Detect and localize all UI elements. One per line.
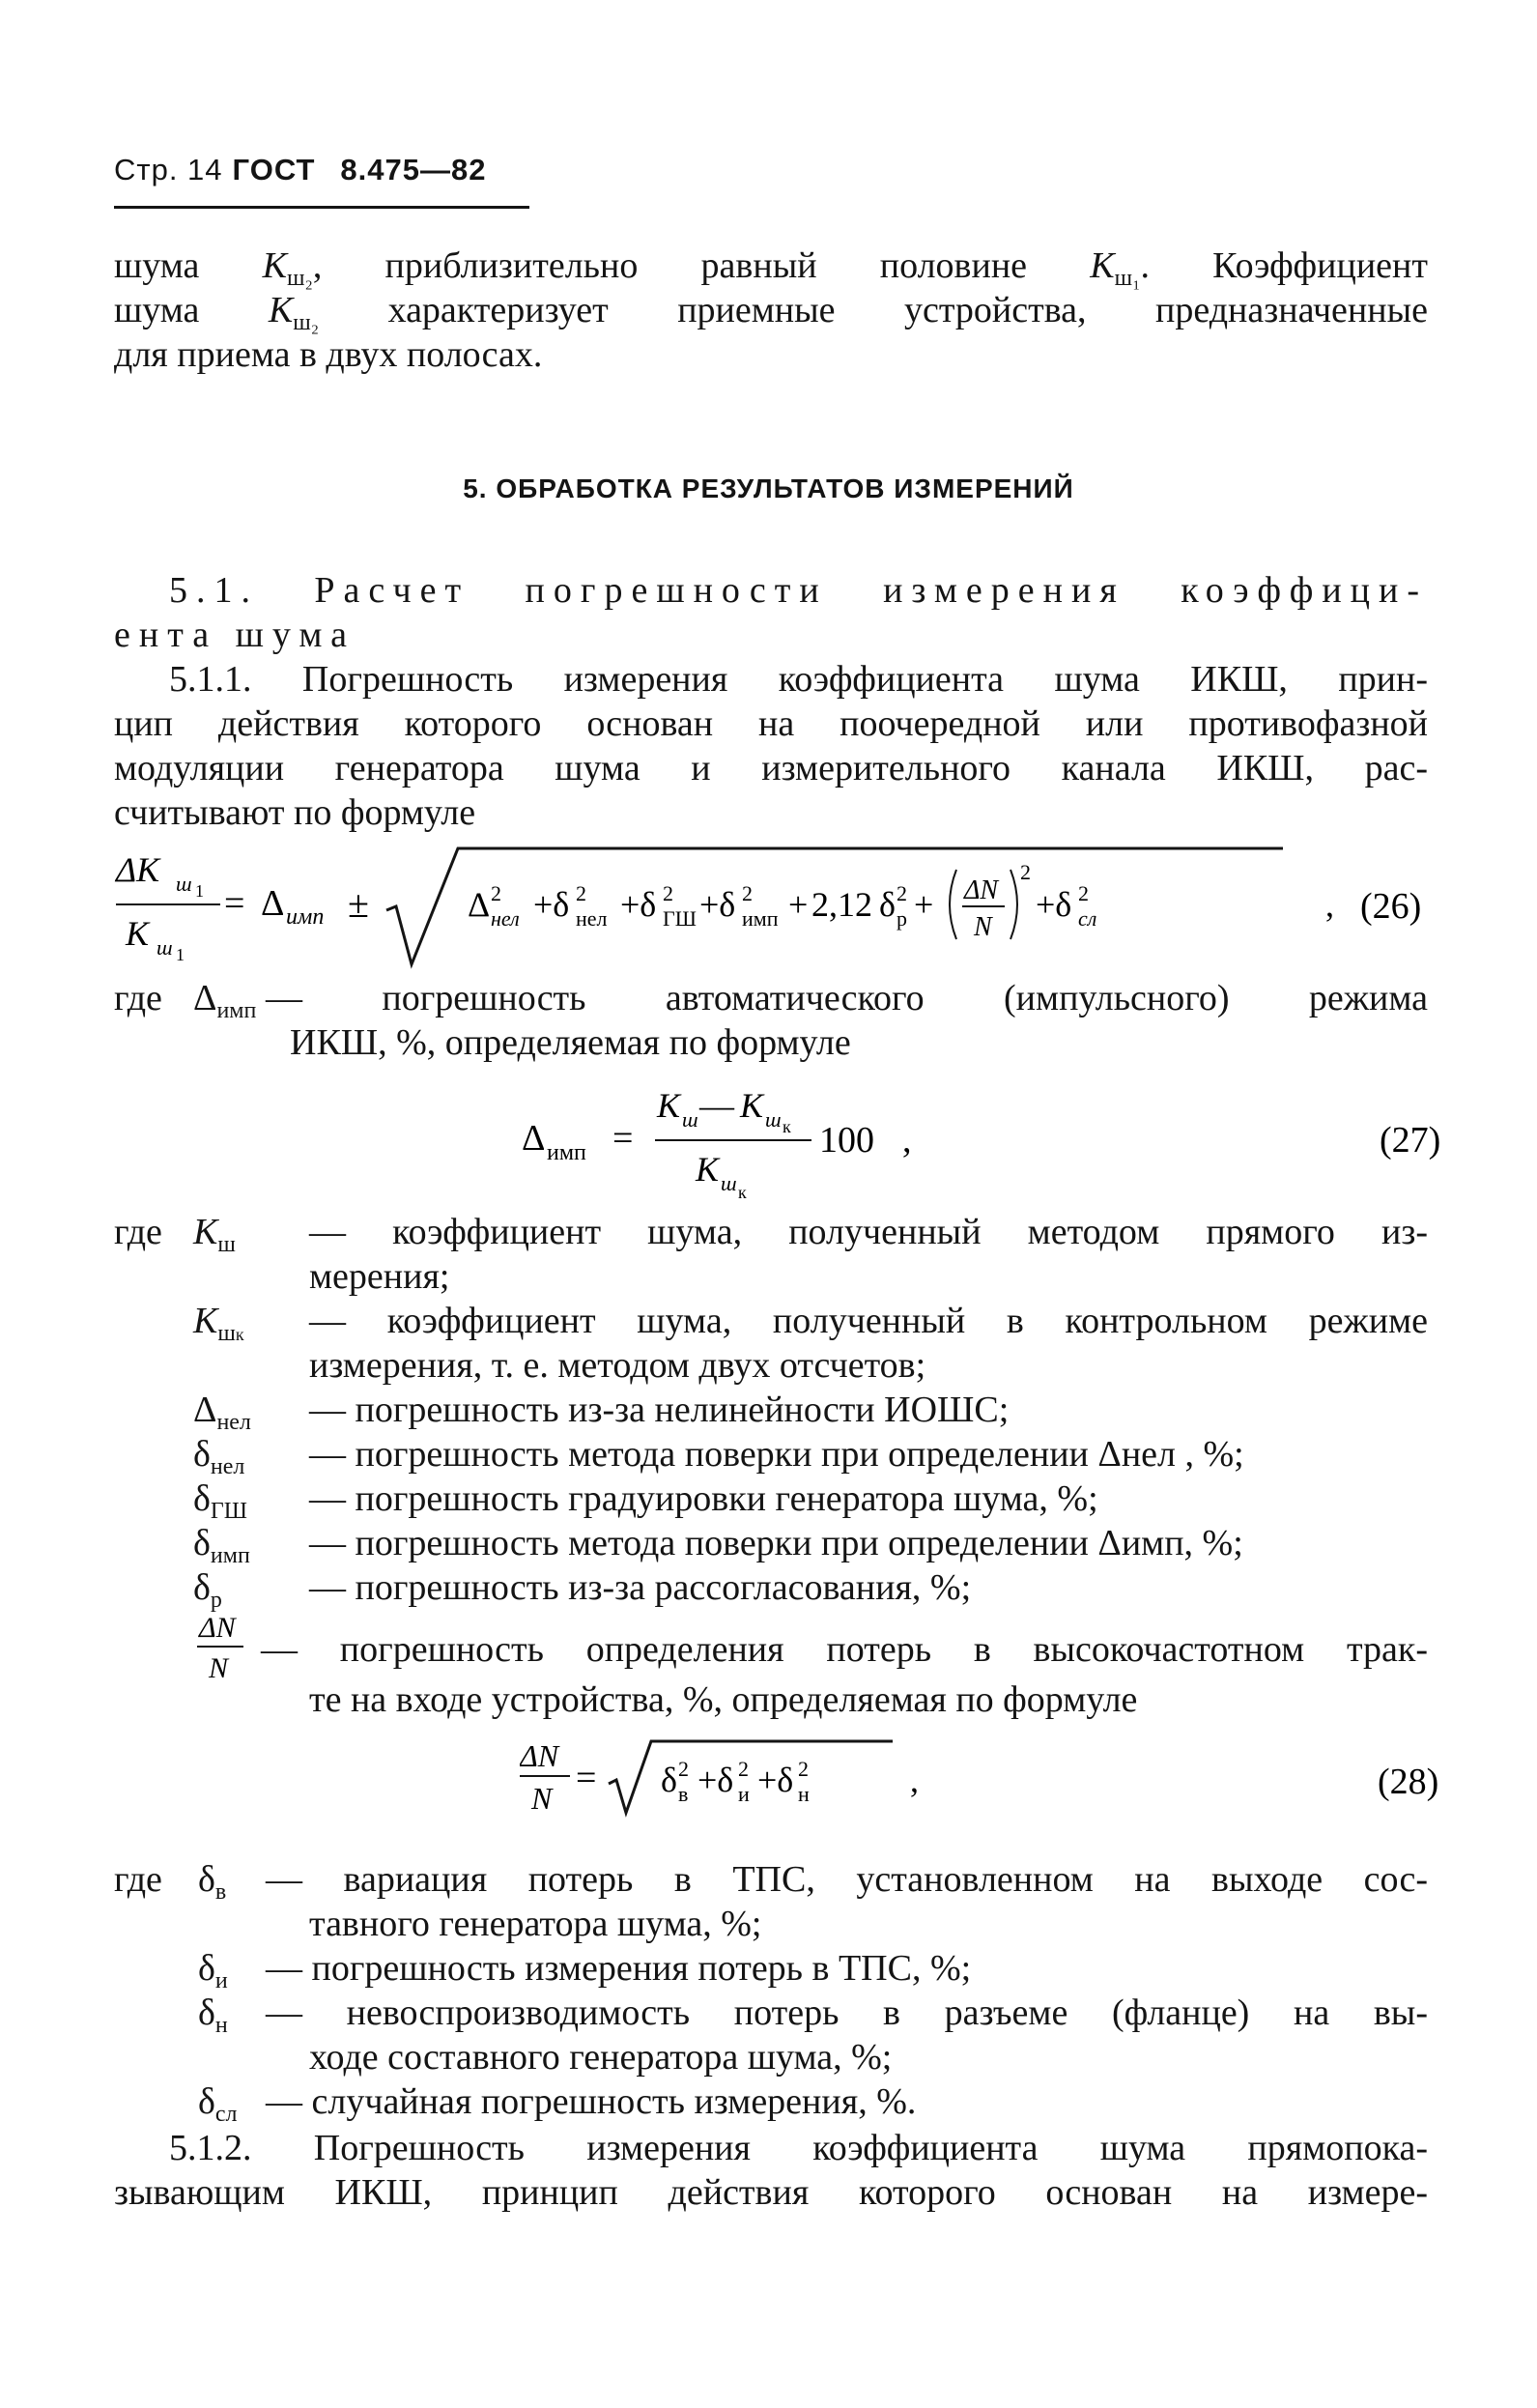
where-26-text-1: — погрешность автоматического (импульсного) режима bbox=[266, 978, 1428, 1018]
page-header bbox=[114, 153, 486, 187]
def28-dv-line-1: — вариация потерь в ТПС, установленном на выходе сос- bbox=[266, 1859, 1428, 1900]
page-number: Стр. 14 bbox=[114, 153, 223, 186]
def-symbol-d-nel: $\delta_{нел}$ bbox=[193, 1434, 245, 1479]
svg-text:Δ: Δ bbox=[522, 1118, 546, 1159]
svg-text:и: и bbox=[738, 1782, 750, 1806]
svg-text:+δ: +δ bbox=[699, 885, 736, 924]
def-kshk-line-1: — коэффициент шума, полученный в контрольном режиме bbox=[309, 1301, 1428, 1341]
f26-number: (26) bbox=[1360, 886, 1422, 927]
svg-text:—: — bbox=[699, 1086, 734, 1125]
svg-text:Δ: Δ bbox=[468, 885, 491, 924]
svg-text:сл: сл bbox=[1078, 906, 1097, 931]
svg-text:2: 2 bbox=[738, 1757, 749, 1781]
svg-text:имп: имп bbox=[286, 904, 325, 930]
svg-text:к: к bbox=[738, 1183, 747, 1202]
def-symbol-d-imp: $\delta_{имп}$ bbox=[193, 1523, 250, 1568]
svg-text:имп: имп bbox=[547, 1140, 586, 1165]
svg-text:N: N bbox=[531, 1781, 553, 1816]
svg-text:нел: нел bbox=[491, 906, 520, 931]
def-kshk-line-2: измерения, т. е. методом двух отсчетов; bbox=[309, 1345, 926, 1386]
svg-text:K: K bbox=[696, 1150, 720, 1189]
p-5-1-1-line-4: считывают по формуле bbox=[114, 792, 476, 833]
svg-text:+δ: +δ bbox=[757, 1761, 794, 1799]
formula-28 bbox=[520, 1730, 1466, 1836]
svg-text:N: N bbox=[209, 1652, 229, 1684]
f28-number: (28) bbox=[1378, 1762, 1439, 1802]
def-symbol-ksh: $K_ш$ bbox=[193, 1212, 236, 1257]
f27-factor: 100 bbox=[819, 1120, 874, 1161]
svg-text:2: 2 bbox=[1078, 881, 1089, 905]
f26-lhs-num: ΔK bbox=[116, 850, 160, 889]
def-lead: где bbox=[114, 1212, 162, 1252]
svg-text:2: 2 bbox=[678, 1757, 689, 1781]
intro-line-3: для приема в двух полосах. bbox=[114, 334, 543, 375]
svg-text:2: 2 bbox=[1020, 860, 1031, 884]
svg-text:+δ: +δ bbox=[697, 1761, 734, 1799]
svg-text:2: 2 bbox=[663, 881, 673, 905]
where-26-text-2: ИКШ, %, определяемая по формуле bbox=[290, 1022, 851, 1063]
svg-text:ш: ш bbox=[176, 872, 192, 896]
svg-text:ГШ: ГШ bbox=[663, 906, 697, 931]
def-d-r: — погрешность из-за рассогласования, %; bbox=[309, 1567, 972, 1608]
gost-label: ГОСТ bbox=[232, 153, 316, 186]
svg-text:=: = bbox=[612, 1118, 634, 1159]
subsection-5-1-title-2: ента шума bbox=[114, 615, 356, 655]
def-dn-n-line-2: те на входе устройства, %, определяемая по формуле bbox=[309, 1679, 1138, 1720]
svg-text:K: K bbox=[740, 1086, 764, 1125]
def-dn-n-line-1: — погрешность определения потерь в высокочастотном трак- bbox=[261, 1629, 1428, 1670]
header-rule bbox=[114, 206, 529, 209]
svg-text:ΔN: ΔN bbox=[964, 875, 999, 905]
svg-text:в: в bbox=[678, 1782, 689, 1806]
f26-plusminus: ± bbox=[348, 882, 369, 926]
gost-number: 8.475—82 bbox=[340, 153, 487, 186]
svg-text:ΔN: ΔN bbox=[520, 1738, 559, 1773]
svg-text:нел: нел bbox=[576, 906, 608, 931]
svg-text:2: 2 bbox=[491, 881, 501, 905]
f26-delta: Δ bbox=[261, 883, 285, 924]
svg-text:2: 2 bbox=[897, 881, 907, 905]
p-5-1-1-line-3: модуляции генератора шума и измерительного канала ИКШ, рас- bbox=[114, 748, 1428, 788]
def-delta-nel: — погрешность из-за нелинейности ИОШС; bbox=[309, 1390, 1010, 1430]
svg-text:ΔN: ΔN bbox=[199, 1612, 236, 1644]
svg-text:+δ: +δ bbox=[620, 885, 657, 924]
def-d-imp: — погрешность метода поверки при определении Δимп, %; bbox=[309, 1523, 1243, 1563]
p-5-1-1-line-1: 5.1.1. Погрешность измерения коэффициента шума ИКШ, прин- bbox=[169, 659, 1428, 700]
subsection-number: 5.1. bbox=[169, 570, 259, 611]
svg-text:ш: ш bbox=[721, 1171, 737, 1195]
svg-text:δ: δ bbox=[661, 1761, 677, 1799]
svg-text:,: , bbox=[910, 1761, 919, 1799]
svg-text:1: 1 bbox=[176, 945, 185, 964]
intro-line-1: шума $K_{ш_2}$, приблизительно равный половине $K_{ш_1}$. Коэффициент bbox=[114, 245, 1428, 291]
svg-text:,: , bbox=[902, 1120, 912, 1161]
svg-text:K: K bbox=[657, 1086, 681, 1125]
f27-number: (27) bbox=[1380, 1120, 1441, 1161]
def-ksh-line-1: — коэффициент шума, полученный методом прямого из- bbox=[309, 1212, 1428, 1252]
svg-text:ш: ш bbox=[157, 935, 173, 960]
svg-text:=: = bbox=[224, 883, 245, 924]
svg-text:н: н bbox=[798, 1782, 810, 1806]
def-ksh-line-2: мерения; bbox=[309, 1256, 450, 1297]
def28-symbol-dv: $\delta_в$ bbox=[198, 1859, 227, 1905]
section-title: 5. ОБРАБОТКА РЕЗУЛЬТАТОВ ИЗМЕРЕНИЙ bbox=[463, 473, 1074, 503]
def28-symbol-dn: $\delta_н$ bbox=[198, 1992, 228, 2038]
subsection-title-line1: Расчет погрешности измерения коэффици- bbox=[314, 570, 1428, 611]
svg-text:2,12: 2,12 bbox=[811, 885, 872, 924]
def28-dv-line-2: тавного генератора шума, %; bbox=[309, 1904, 762, 1944]
p-5-1-2-line-2: зывающим ИКШ, принцип действия которого основан на измере- bbox=[114, 2172, 1428, 2213]
p-5-1-2-line-1: 5.1.2. Погрешность измерения коэффициента шума прямопока- bbox=[169, 2128, 1428, 2168]
p-5-1-1-line-2: цип действия которого основан на поочередной или противофазной bbox=[114, 703, 1428, 744]
svg-text:+δ: +δ bbox=[533, 885, 570, 924]
svg-text:ш: ш bbox=[765, 1107, 782, 1132]
def28-symbol-di: $\delta_и$ bbox=[198, 1948, 228, 1993]
def28-di: — погрешность измерения потерь в ТПС, %; bbox=[266, 1948, 972, 1989]
formula-26 bbox=[106, 841, 1459, 976]
subsection-5-1-title bbox=[169, 568, 1428, 613]
svg-text:ш: ш bbox=[682, 1107, 698, 1132]
svg-text:2: 2 bbox=[798, 1757, 809, 1781]
svg-text:,: , bbox=[1325, 885, 1334, 924]
def-d-gsh: — погрешность градуировки генератора шума, %; bbox=[309, 1478, 1098, 1519]
def28-dn-line-1: — невоспроизводимость потерь в разъеме (фланце) на вы- bbox=[266, 1992, 1428, 2033]
def-symbol-kshk: $K_{шк}$ bbox=[193, 1301, 244, 1346]
svg-text:+: + bbox=[914, 885, 934, 924]
svg-text:+: + bbox=[788, 885, 809, 924]
def-symbol-d-gsh: $\delta_{ГШ}$ bbox=[193, 1478, 247, 1524]
svg-text:=: = bbox=[576, 1758, 597, 1798]
svg-text:δ: δ bbox=[879, 885, 896, 924]
where-26-lead: где bbox=[114, 978, 162, 1018]
f26-radicand bbox=[468, 860, 1096, 942]
svg-text:1: 1 bbox=[195, 881, 204, 901]
svg-text:N: N bbox=[974, 912, 992, 942]
formula-27 bbox=[522, 1073, 1468, 1208]
svg-text:2: 2 bbox=[576, 881, 586, 905]
def-symbol-d-r: $\delta_р$ bbox=[193, 1567, 222, 1613]
def-d-nel: — погрешность метода поверки при определении Δнел , %; bbox=[309, 1434, 1244, 1475]
svg-text:2: 2 bbox=[742, 881, 753, 905]
svg-text:+δ: +δ bbox=[1036, 885, 1072, 924]
def28-dsl: — случайная погрешность измерения, %. bbox=[266, 2081, 917, 2122]
f26-lhs-den: K bbox=[126, 914, 150, 953]
intro-line-2: шума $K_{ш_2}$ характеризует приемные устройства, предназначенные bbox=[114, 290, 1428, 335]
def28-lead: где bbox=[114, 1859, 162, 1900]
svg-text:имп: имп bbox=[742, 906, 779, 931]
def28-dn-line-2: ходе составного генератора шума, %; bbox=[309, 2037, 893, 2078]
def28-symbol-dsl: $\delta_{сл}$ bbox=[198, 2081, 238, 2127]
where-26-symbol: $\Delta_{имп}$ bbox=[193, 978, 257, 1023]
svg-text:р: р bbox=[897, 906, 907, 931]
def-symbol-delta-nel: $\Delta_{нел}$ bbox=[193, 1390, 251, 1435]
svg-text:к: к bbox=[783, 1117, 791, 1136]
